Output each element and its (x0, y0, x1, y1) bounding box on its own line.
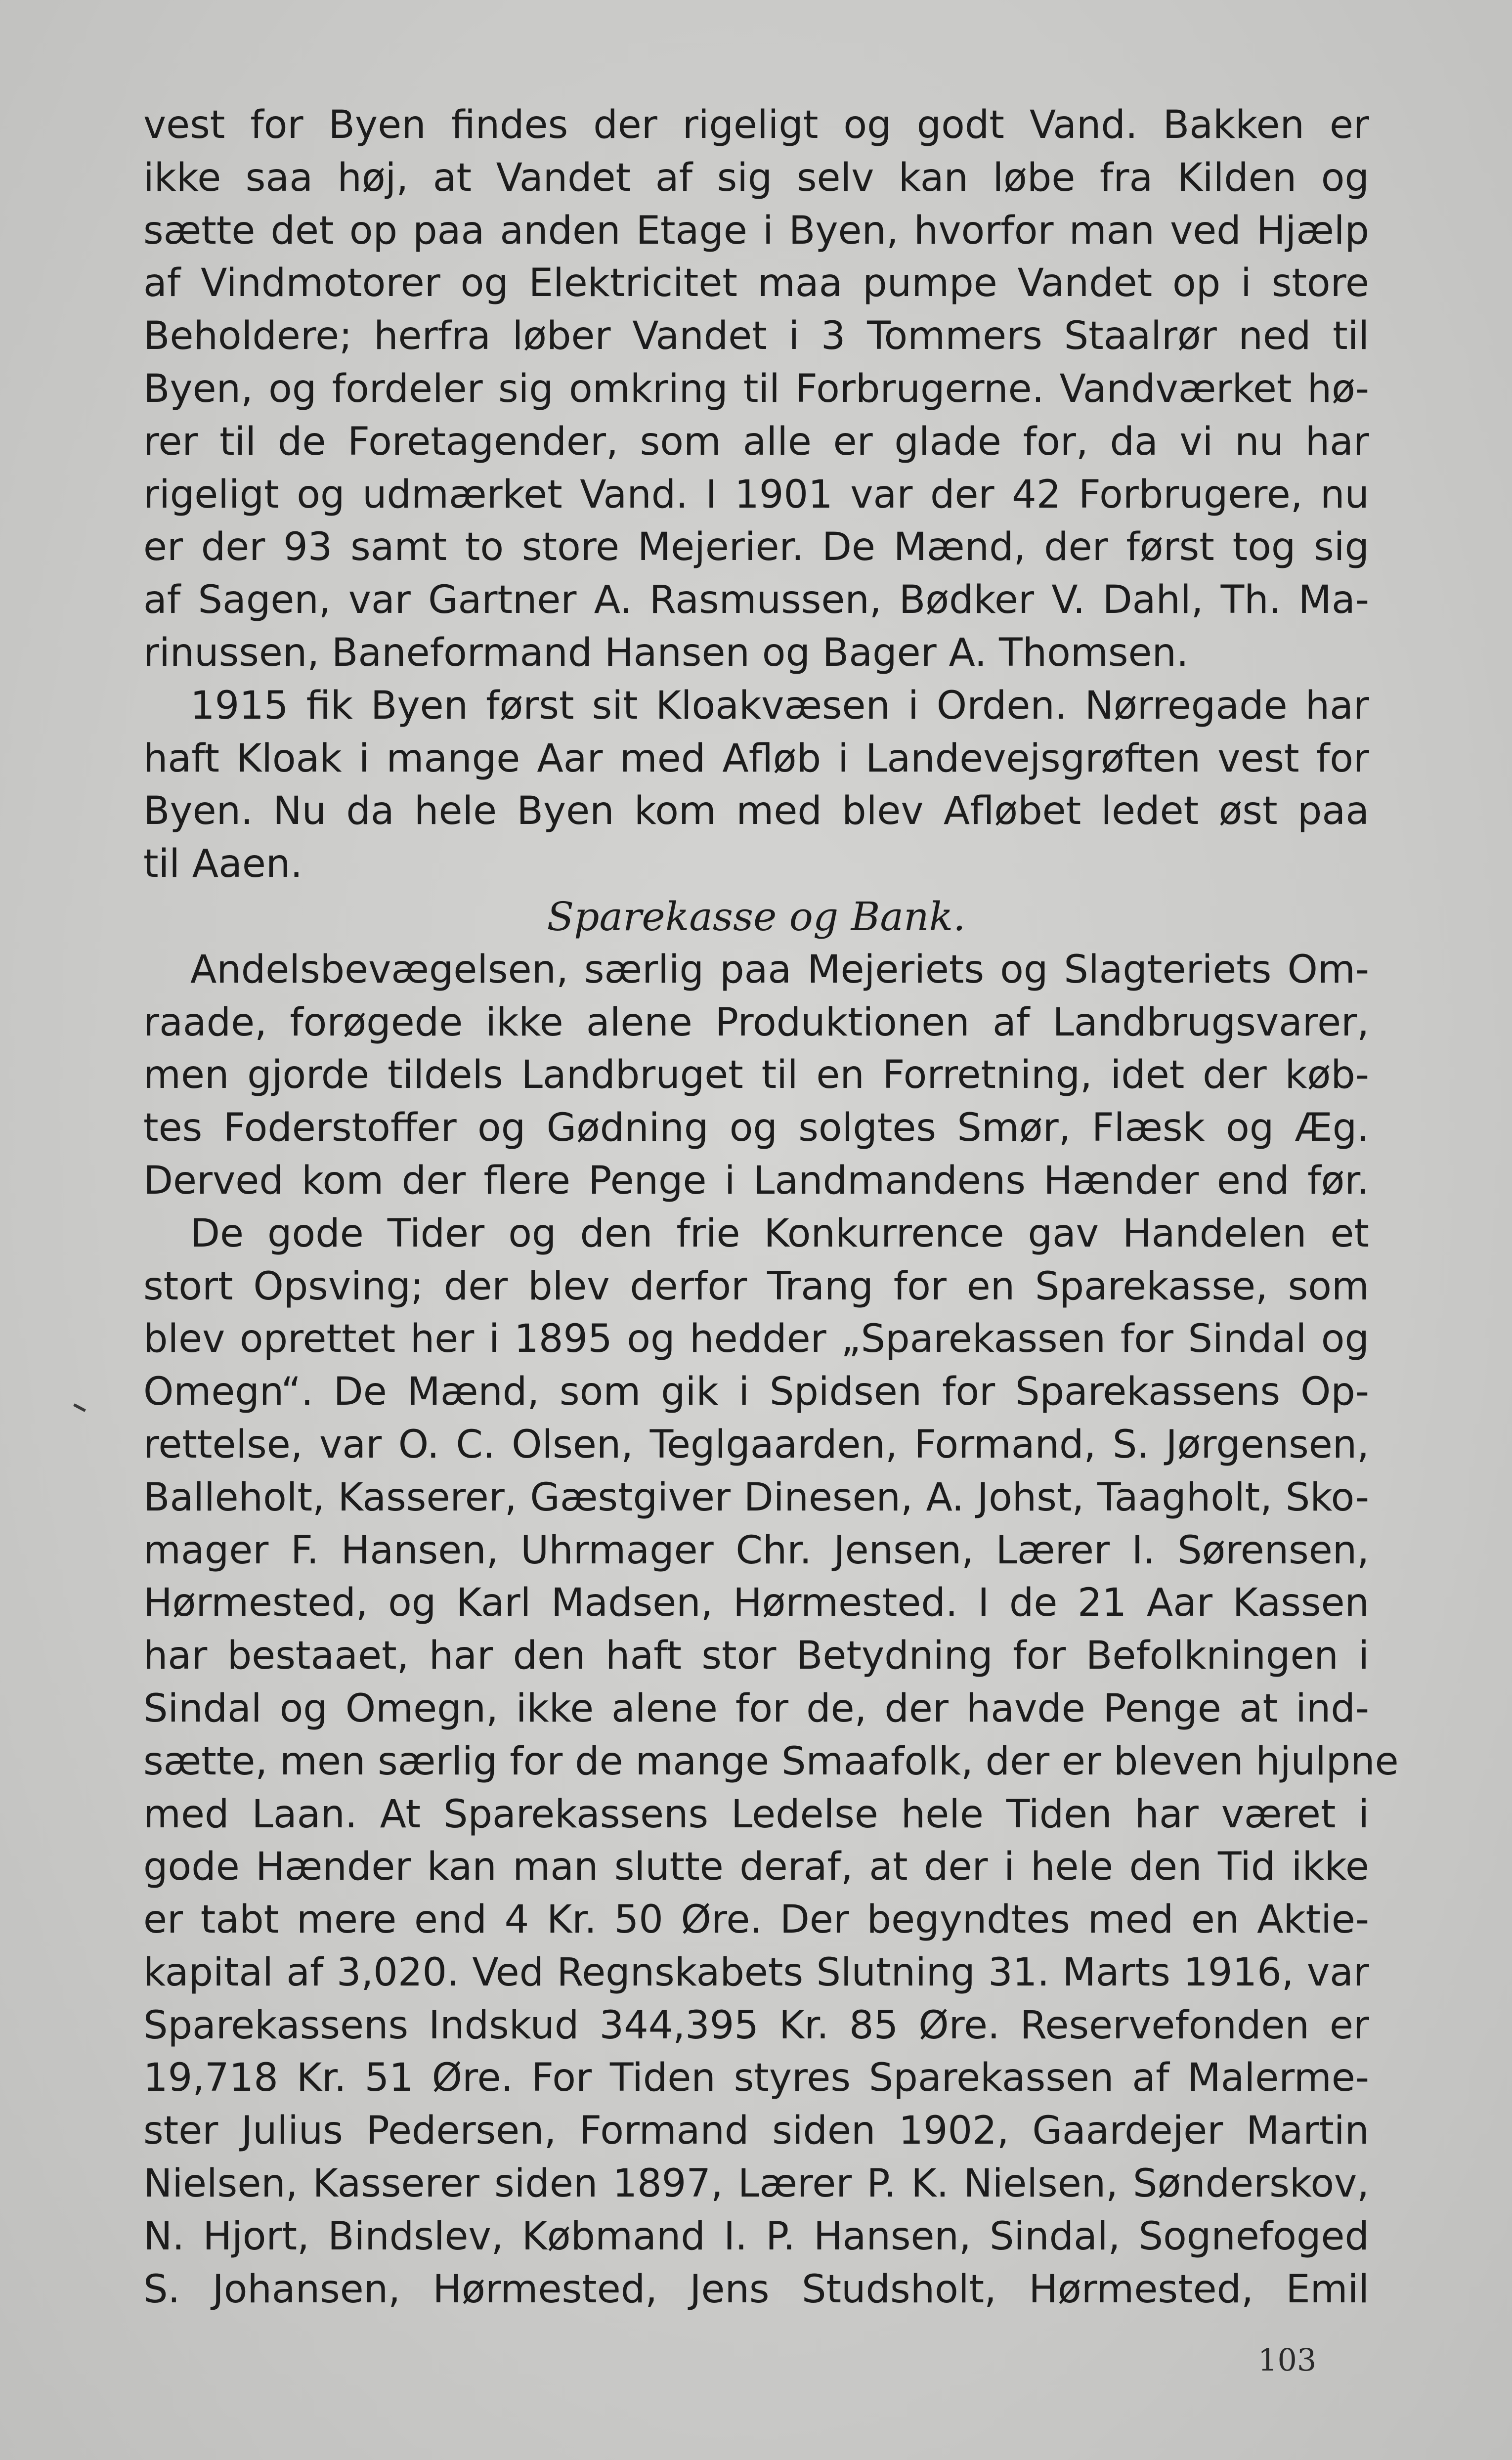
text-line: er der 93 samt to store Mejerier. De Mænd, der først tog sig (143, 525, 1369, 570)
margin-mark (73, 1403, 86, 1412)
text-line: Sindal og Omegn, ikke alene for de, der havde Penge at ind- (143, 1686, 1369, 1731)
text-line: er tabt mere end 4 Kr. 50 Øre. Der begyndtes med en Aktie- (143, 1898, 1369, 1942)
section-heading: Sparekasse og Bank. (547, 893, 966, 940)
text-line: Balleholt, Kasserer, Gæstgiver Dinesen, A. Johst, Taagholt, Sko- (143, 1475, 1369, 1520)
text-line: sætte, men særlig for de mange Smaafolk, der er bleven hjulpne (143, 1739, 1399, 1784)
text-line: Omegn“. De Mænd, som gik i Spidsen for Sparekassens Op- (143, 1370, 1369, 1415)
text-line: til Aaen. (143, 842, 303, 887)
text-line: kapital af 3,020. Ved Regnskabets Slutning 31. Marts 1916, var (143, 1950, 1369, 1995)
text-line: ikke saa høj, at Vandet af sig selv kan løbe fra Kilden og (143, 155, 1369, 200)
text-line: Derved kom der flere Penge i Landmandens Hænder end før. (143, 1158, 1369, 1203)
text-line: Byen. Nu da hele Byen kom med blev Afløbet ledet øst paa (143, 789, 1369, 834)
body-text (143, 99, 1399, 2316)
text-line: gode Hænder kan man slutte deraf, at der i hele den Tid ikke (143, 1845, 1369, 1890)
text-line: men gjorde tildels Landbruget til en Forretning, idet der køb- (143, 1053, 1369, 1098)
paragraph-first-line: Andelsbevægelsen, særlig paa Mejeriets og Slagteriets Om- (190, 947, 1369, 992)
text-line: af Sagen, var Gartner A. Rasmussen, Bødker V. Dahl, Th. Ma- (143, 578, 1369, 623)
text-line: haft Kloak i mange Aar med Afløb i Landevejsgrøften vest for (143, 736, 1369, 781)
text-line: rettelse, var O. C. Olsen, Teglgaarden, Formand, S. Jørgensen, (143, 1422, 1369, 1467)
text-line: S. Johansen, Hørmested, Jens Studsholt, Hørmested, Emil (143, 2267, 1369, 2312)
text-line: Nielsen, Kasserer siden 1897, Lærer P. K. Nielsen, Sønderskov, (143, 2161, 1369, 2206)
text-line: har bestaaet, har den haft stor Betydning for Befolkningen i (143, 1634, 1369, 1679)
text-line: med Laan. At Sparekassens Ledelse hele Tiden har været i (143, 1792, 1369, 1837)
text-line: raade, forøgede ikke alene Produktionen af Landbrugsvarer, (143, 1000, 1369, 1045)
text-line: Beholdere; herfra løber Vandet i 3 Tommers Staalrør ned til (143, 314, 1369, 359)
paragraph-first-line: De gode Tider og den frie Konkurrence gav Handelen et (190, 1211, 1369, 1256)
text-line: vest for Byen findes der rigeligt og godt Vand. Bakken er (143, 103, 1369, 147)
text-line: tes Foderstoffer og Gødning og solgtes Smør, Flæsk og Æg. (143, 1106, 1369, 1151)
text-line: af Vindmotorer og Elektricitet maa pumpe Vandet op i store (143, 261, 1369, 306)
text-line: ster Julius Pedersen, Formand siden 1902, Gaardejer Martin (143, 2109, 1369, 2154)
paragraph-first-line: 1915 fik Byen først sit Kloakvæsen i Orden. Nørregade har (190, 683, 1369, 728)
text-line: rigeligt og udmærket Vand. I 1901 var der 42 Forbrugere, nu (143, 472, 1369, 517)
text-line: blev oprettet her i 1895 og hedder „Sparekassen for Sindal og (143, 1317, 1369, 1362)
text-line: sætte det op paa anden Etage i Byen, hvorfor man ved Hjælp (143, 208, 1369, 253)
page-number: 103 (1258, 2342, 1317, 2378)
text-line: rer til de Foretagender, som alle er glade for, da vi nu har (143, 419, 1369, 464)
text-line: Byen, og fordeler sig omkring til Forbrugerne. Vandværket hø- (143, 366, 1369, 411)
text-line: Hørmested, og Karl Madsen, Hørmested. I de 21 Aar Kassen (143, 1581, 1369, 1626)
text-line: Sparekassens Indskud 344,395 Kr. 85 Øre. Reservefonden er (143, 2003, 1369, 2048)
text-line: 19,718 Kr. 51 Øre. For Tiden styres Sparekassen af Malerme- (143, 2056, 1369, 2101)
text-line: N. Hjort, Bindslev, Købmand I. P. Hansen, Sindal, Sognefoged (143, 2214, 1369, 2259)
text-line: stort Opsving; der blev derfor Trang for en Sparekasse, som (143, 1264, 1369, 1309)
text-line: mager F. Hansen, Uhrmager Chr. Jensen, Lærer I. Sørensen, (143, 1528, 1369, 1573)
text-line: rinussen, Baneformand Hansen og Bager A. Thomsen. (143, 630, 1189, 675)
